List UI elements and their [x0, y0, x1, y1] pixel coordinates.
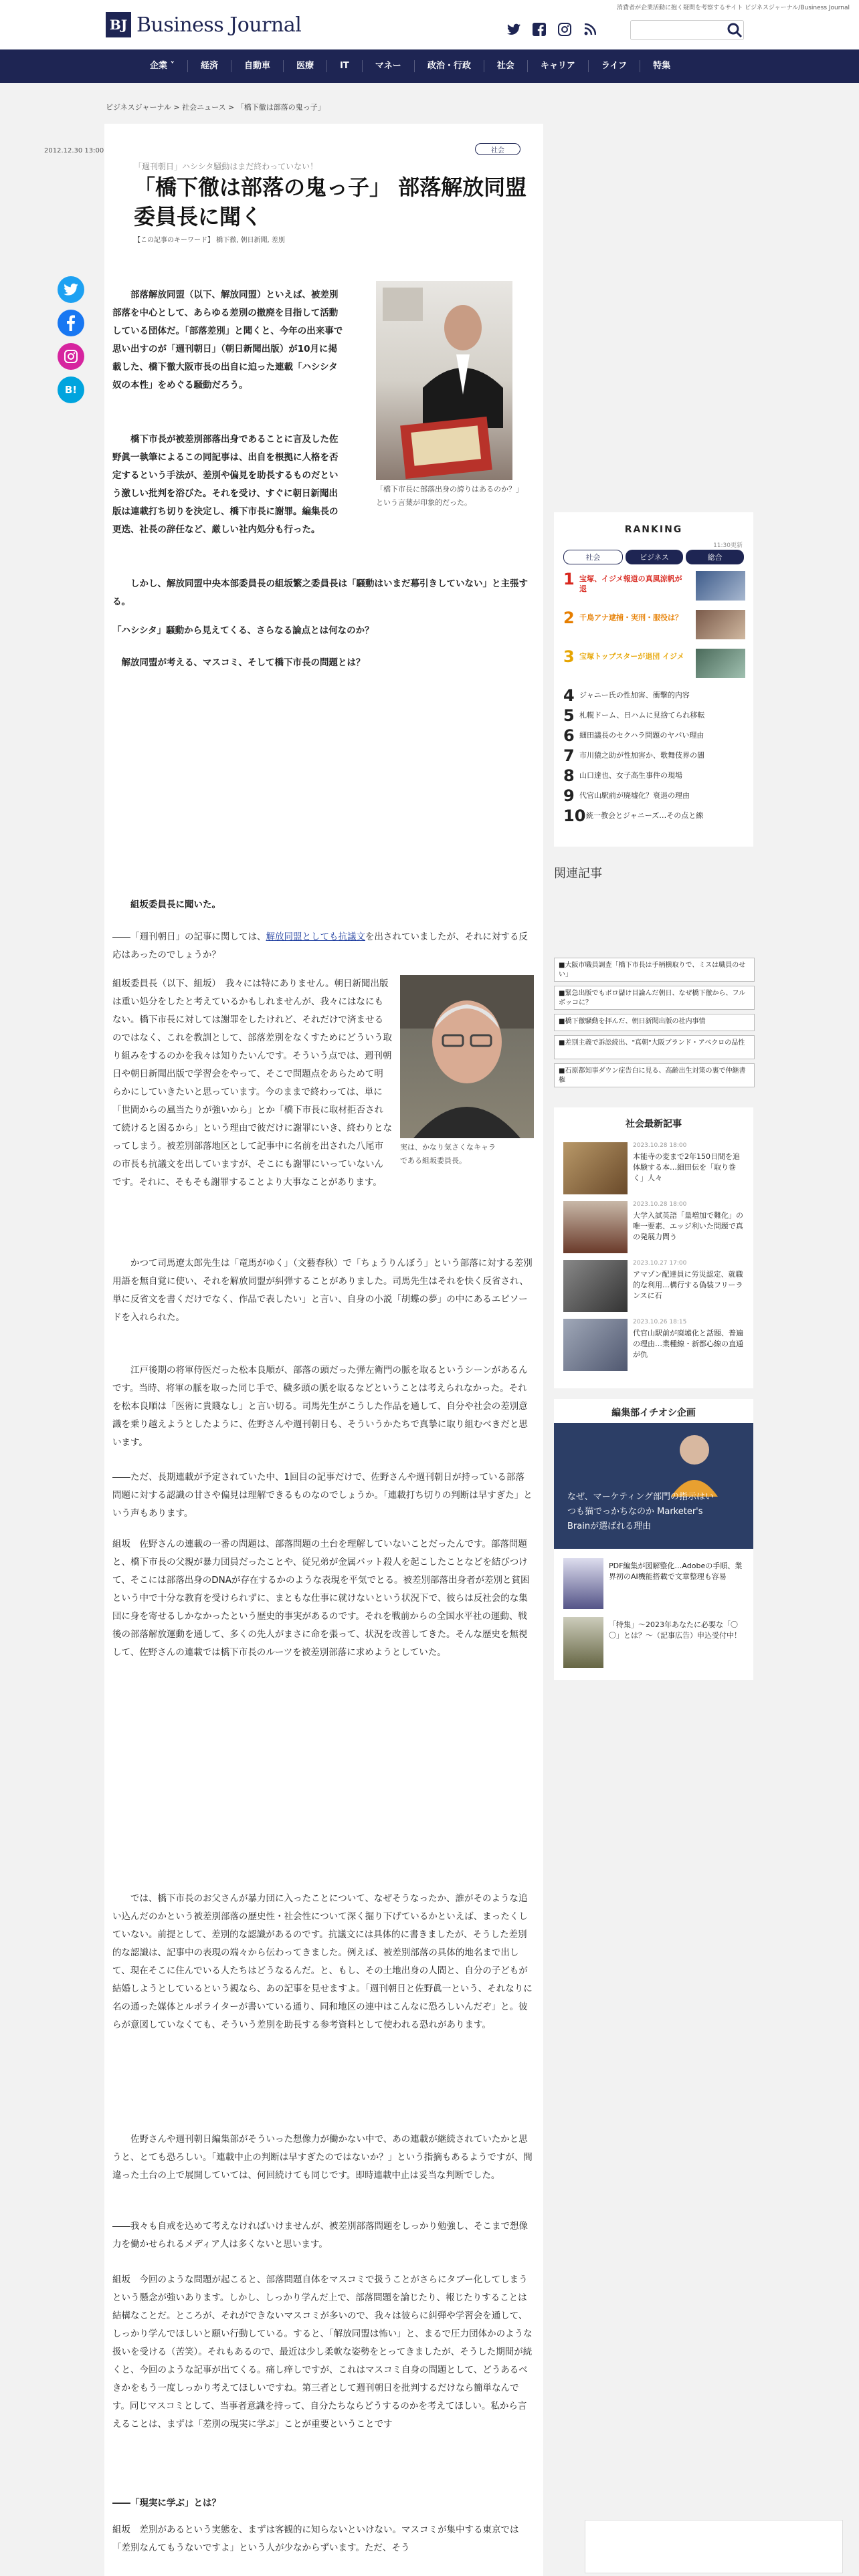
ad-slot-2 [134, 1705, 522, 1879]
question-1-pre: ――「週刊朝日」の記事に関しては、 [112, 932, 266, 942]
answer-2: かつて司馬遼太郎先生は「竜馬がゆく」（文藝春秋）で「ちょうりんぼう」という部落に対する差別用語を無自覚に使い、それを解放同盟が糾弾することがありました。司馬先生はそれを快く反省され、単に反省文を書くだけでなく、作品で表したい」と言い、自身の小説「胡蝶の夢」の中にあるエピソードを入れられた。 [112, 1258, 533, 1323]
paragraph-4: 「ハシシタ」騒動から見えてくる、さらなる論点とは何なのか？ [112, 625, 374, 636]
rank-number: 3 [563, 647, 575, 666]
article-date: 2012.12.30 13:00 [44, 147, 104, 154]
rank-thumbnail [696, 610, 745, 639]
tab-business[interactable]: ビジネス [626, 550, 684, 564]
latest-article-title: 本能寺の変まで2年150日間を追体験する本…細田伝を「取り巻く」人々 [633, 1152, 740, 1182]
nav-item-it[interactable]: IT [326, 60, 362, 72]
ranking-tabs [562, 550, 745, 564]
rank-title: 細田議長のセクハラ問題のヤバい理由 [579, 731, 704, 740]
editors-pick-title: 編集部イチオシ企画 [611, 1408, 696, 1418]
latest-article-date: 2023.10.27 17:00 [633, 1260, 687, 1267]
ranking-item-1[interactable] [563, 571, 745, 594]
photo-1-caption [376, 483, 537, 510]
interview-photo-1 [376, 281, 512, 480]
facebook-icon[interactable] [58, 310, 84, 336]
latest-article-thumbnail [563, 1260, 628, 1312]
editors-pick-item[interactable] [563, 1558, 745, 1614]
rank-number: 5 [563, 706, 575, 725]
ad-slot-1 [134, 689, 522, 883]
instagram-icon[interactable] [557, 21, 573, 37]
rank-title: 市川猿之助が性加害か、歌舞伎界の闇 [579, 751, 704, 760]
latest-article-title: 大学入試英語「量増加で難化」の唯一要素、エッジ利いた問題で真の発展力問う [633, 1211, 743, 1241]
ranking-item-7[interactable] [563, 748, 745, 764]
related-articles-title: 関連記事 [554, 867, 602, 881]
twitter-icon[interactable] [506, 21, 522, 37]
header-social-links [506, 21, 598, 37]
search-icon[interactable] [727, 22, 743, 38]
tab-overall[interactable]: 総合 [686, 550, 744, 564]
paragraph-2: 橋下市長が被差別部落出身であることに言及した佐野眞一執筆によるこの同記事は、出自を根拠に人格を否定するという手法が、差別や偏見を助長するものだという激しい批判を浴びた。それを受け、すぐに朝日新聞出版は連載打ち切りを決定し、橋下市長に謝罪。編集長の更迭、社長の辞任など、厳しい社内処分も行った。 [112, 434, 339, 535]
latest-article-date: 2023.10.26 18:15 [633, 1319, 687, 1325]
paragraph-5: 解放同盟が考える、マスコミ、そして橋下市長の問題とは？ [121, 657, 365, 668]
latest-article-title: 代官山駅前が廃墟化と話題、普遍の理由…業種線・新都心線の直通が仇 [633, 1329, 743, 1359]
answer-1: 組坂委員長（以下、組坂） 我々には特にありません。朝日新聞出版は重い処分をしたと考えているかもしれませんが、我々にはなにもない。橋下市長に対しては謝罪をしたけれど、それだけで済ませるのではなく、これを教訓として、部落差別をなくすためにどういう取り組みをするのかを我々は知りたいんです。そういう点では、週刊朝日や朝日新聞出版で学習会をやって、そこで問題点をあらためて明らかにしていきたいと思っています。今のままで終わっては、単に「世間からの風当たりが強いから」とか「橋下市長に取材拒否されて続けると困るから」という理由で彼だけに謝罪にいき、終わりとなってしまう。被差別部落地区として記事中に名前を出された八尾市の市長も抗議文を出していますが、そこにも謝罪にいっていないんです。それに、そもそも謝罪することより大事なことがあります。 [112, 978, 392, 1188]
nav-item-economy[interactable]: 経済 [187, 60, 231, 72]
pick-title: 「特集」〜2023年あなたに必要な「〇〇」とは？〜（記事広告）申込受付中！ [609, 1620, 741, 1640]
question-3: ――我々も自戒を込めて考えなければいけませんが、被差別部落問題をしっかり勉強し、そこまで想像力を働かせられるメディア人は多くないと思います。 [112, 2221, 528, 2250]
related-article-link[interactable]: ■大阪市職員調査「橋下市長は手柄横取りで、ミスは職員のせい」 [554, 958, 755, 982]
question-2: ――ただ、長期連載が予定されていた中、1回目の記事だけで、佐野さんや週刊朝日が持っている部落問題に対する認識の甘さや偏見は理解できるものなのでしょうか。「連載打ち切りの判断は早すぎた」という声もあります。 [112, 1472, 533, 1519]
floating-share-bar [58, 276, 84, 403]
ranking-item-4[interactable] [563, 687, 745, 704]
nav-item-business[interactable]: 企業 ˅ [150, 61, 175, 71]
ranking-item-8[interactable] [563, 768, 745, 784]
editors-pick-widget [554, 1399, 753, 1680]
answer-7: 組坂 今回のような問題が起こると、部落問題自体をマスコミで扱うことがさらにタブー化してしまうという懸念が強いあります。しかし、しっかり学んだ上で、部落問題を論じたり、報じたりすることは結構なことだ。ところが、それができないマスコミが多いので、我々は彼らに糾弾や学習会を通して、しっかり学んでほしいと願い行動している。すると、「解放同盟は怖い」と、まるで圧力団体かのような扱いを受ける（苦笑）。それもあるので、最近は少し柔軟な姿勢をとってきましたが、そうした期間が続くと、今回のような記事が出てくる。痛し痒しですが、これはマスコミ自身の問題として、どうあるべきかをもう一度しっかり考えてほしいですね。第三者として週刊朝日を批判するだけなら簡単なんです。同じマスコミとして、当事者意識を持って、自分たちならどうするのかを考えてほしい。私から言えることは、まずは「差別の現実に学ぶ」ことが重要ということです [112, 2274, 533, 2430]
nav-item-auto[interactable]: 自動車 [231, 60, 283, 72]
hatena-bookmark-icon[interactable]: B! [58, 377, 84, 403]
rank-title: 宝塚、イジメ報道の真風涼帆が退 [579, 574, 682, 593]
banner-text: なぜ、マーケティング部門の指示はいつも猫でっかちなのか Marketer's Brainが選ばれる理由 [567, 1492, 714, 1531]
tagline: 消費者が企業活動に抱く疑問を考察するサイト ビジネスジャーナル/Business Journal [616, 5, 850, 11]
rank-title: 札幌ドーム、日ハムに見捨てられ移転 [579, 711, 705, 720]
ranking-widget [554, 512, 753, 847]
answer-6: 佐野さんや週刊朝日編集部がそういった想像力が働かない中で、あの連載が継続されていたかと思うと、とても恐ろしい。「連載中止の判断は早すぎたのではないか？」という指摘もあるようですが、間違った土台の上で展開していては、何回続けても同じです。即時連載中止は妥当な判断でした。 [112, 2134, 533, 2181]
ranking-title: RANKING [624, 524, 683, 535]
latest-article-date: 2023.10.28 18:00 [633, 1201, 687, 1208]
nav-item-feature[interactable]: 特集 [640, 60, 683, 72]
interview-photo-2 [400, 975, 534, 1138]
question-1 [112, 928, 533, 964]
answer-5: では、橋下市長のお父さんが暴力団に入ったことについて、なぜそうなったか、誰がそのような追い込んだのかという被差別部落の歴史性・社会性について深く掘り下げているかといえば、まったくしていない。前提として、差別的な認識があるのです。抗議文には具体的に書きましたが、そうした差別的な認識は、記事中の表現の端々から伝わってきました。例えば、被差別部落の具体的地名まで出して、現在そこに住んでいる人たちはどうなるんだ。と、もし、その土地出身の人間と、自分の子どもが結婚しようとしているという親なら、あの記事を見せますよ。「週刊朝日と佐野眞一という、それなりに名の通った媒体とルポライターが書いている通り、同和地区の連中はこんなに恐ろしいんだぞ」と。彼らが意図していなくても、そういう差別を助長する参考資料として使われる恐れがあります。 [112, 1893, 533, 2030]
pick-thumbnail [563, 1617, 603, 1668]
related-article-link[interactable]: ■橋下徹騒動を拝んだ、朝日新聞出版の社内事情 [554, 1014, 755, 1031]
latest-article-item[interactable] [563, 1260, 745, 1313]
ranking-item-3[interactable] [563, 649, 745, 665]
pick-thumbnail [563, 1558, 603, 1609]
article-kicker: 「週刊朝日」ハシシタ騒動はまだ終わっていない！ [134, 162, 318, 171]
twitter-icon[interactable] [58, 276, 84, 303]
photo-1-caption-line-1: 「橋下市長に部落出身の誇りはあるのか？」 [376, 485, 523, 494]
rank-number: 7 [563, 746, 575, 765]
paragraph-intro: 部落解放同盟（以下、解放同盟）といえば、被差別部落を中心として、あらゆる差別の撤廃を目指して活動している団体だ。「部落差別」と聞くと、今年の出来事で思い出すのが「週刊朝日」（朝日新聞出版）が10月に掲載した、橋下徹大阪市長の出自に迫った連載「ハシシタ 奴の本性」をめぐる騒動だろう。 [112, 290, 343, 391]
rank-thumbnail [696, 649, 745, 678]
question-4: ――「現実に学ぶ」とは？ [112, 2498, 221, 2508]
latest-article-date: 2023.10.28 18:00 [633, 1142, 687, 1149]
logo-text: Business Journal [136, 13, 302, 37]
rank-number: 2 [563, 609, 575, 627]
category-badge[interactable]: 社会 [475, 143, 520, 155]
bottom-floating-ad[interactable] [585, 2520, 843, 2573]
editors-pick-item[interactable] [563, 1617, 745, 1673]
site-logo[interactable] [106, 12, 301, 37]
breadcrumb[interactable]: ビジネスジャーナル > 社会ニュース > 「橋下徹は部落の鬼っ子」 [106, 103, 325, 112]
photo-2-caption [400, 1141, 541, 1168]
latest-article-item[interactable] [563, 1201, 745, 1255]
related-article-link[interactable]: ■石原都知事ダウン症告白に見る、高齢出生対策の裏で仲継書権 [554, 1063, 755, 1087]
logo-mark: BJ [106, 12, 131, 37]
rank-title: ジャニー氏の性加害、衝撃的内容 [579, 691, 690, 700]
society-latest-title: 社会最新記事 [626, 1119, 682, 1130]
photo-2-caption-line-2: である組坂委員長。 [400, 1156, 466, 1165]
rank-number: 1 [563, 570, 575, 588]
ranking-item-6[interactable] [563, 728, 745, 744]
related-article-link[interactable]: ■緊急出版でもボロ儲け目論んだ朝日、なぜ橋下徹から、フルボッコに？ [554, 986, 755, 1010]
rss-icon[interactable] [582, 21, 598, 37]
pick-title: PDF編集が図解整化…Adobeの手順、業界初のAI機能搭載で文章整理も容易 [609, 1562, 743, 1581]
latest-article-item[interactable] [563, 1319, 745, 1372]
latest-article-thumbnail [563, 1201, 628, 1253]
nav-item-society[interactable]: 社会 [484, 60, 527, 72]
site-header [0, 0, 859, 49]
nav-item-life[interactable]: ライフ [588, 60, 640, 72]
rank-number: 9 [563, 786, 575, 805]
paragraph-intro-interview: 組坂委員長に聞いた。 [130, 899, 221, 910]
ranking-item-5[interactable] [563, 708, 745, 724]
nav-item-career[interactable]: キャリア [527, 60, 588, 72]
rank-title: 統一教会とジャニーズ…その点と線 [586, 811, 704, 820]
global-nav [0, 49, 859, 83]
latest-article-thumbnail [563, 1319, 628, 1371]
nav-item-money[interactable]: マネー [362, 60, 414, 72]
editors-pick-banner[interactable] [554, 1423, 753, 1549]
nav-item-medical[interactable]: 医療 [283, 60, 326, 72]
rank-title: 千鳥アナ逮捕・実刑・服役は？ [579, 613, 682, 622]
rank-thumbnail [696, 571, 745, 601]
rank-number: 4 [563, 686, 575, 705]
ranking-item-2[interactable] [563, 610, 745, 626]
rank-title: 宝塚トップスターが退団 イジメ [579, 652, 684, 661]
rank-number: 8 [563, 766, 575, 785]
paragraph-3: しかし、解放同盟中央本部委員長の組坂繁之委員長は「騒動はいまだ幕引きしていない」と主張する。 [112, 578, 528, 607]
nav-item-politics[interactable]: 政治・行政 [414, 60, 484, 72]
answer-8: 組坂 差別があるという実態を、まずは客観的に知らないといけない。マスコミが集中する東京では「差別なんてもうないですよ」という人が少なからずいます。ただ、そう [112, 2525, 519, 2553]
society-latest-widget [554, 1107, 753, 1388]
answer-3: 江戸後期の将軍侍医だった松本良順が、部落の頭だった弾左衛門の脈を取るというシーンがあるんです。当時、将軍の脈を取った同じ手で、穢多頭の脈を取るなどということは考えられなかった。それを松本良順は「医術に貴賤なし」と言い切る。司馬先生がこうした作品を通して、自分や社会の差別意識を乗り越えようとしたように、佐野さんや週刊朝日も、そういうかたちで真摯に取り組むべきだと思います。 [112, 1365, 528, 1448]
latest-article-item[interactable] [563, 1142, 745, 1196]
photo-1-caption-line-2: という言葉が印象的だった。 [376, 498, 472, 507]
photo-2-caption-line-1: 実は、かなり気さくなキャラ [400, 1143, 496, 1152]
related-article-link[interactable]: ■差別主義で訴訟続出、"真朝"大阪ブランド・アベクロの品性 [554, 1035, 755, 1059]
instagram-icon[interactable] [58, 343, 84, 370]
facebook-icon[interactable] [531, 21, 547, 37]
latest-article-title: アマゾン配達員に労災認定、就職的な利用…構行する偽装フリーランスに石 [633, 1270, 743, 1300]
rank-number: 6 [563, 726, 575, 745]
ranking-item-10[interactable] [563, 808, 745, 824]
latest-article-thumbnail [563, 1142, 628, 1194]
ranking-update-time: 11:30更新 [713, 542, 743, 549]
protest-letter-link[interactable]: 解放同盟としても抗議文 [266, 932, 365, 942]
tab-society[interactable]: 社会 [563, 550, 623, 564]
ranking-item-9[interactable] [563, 788, 745, 804]
article-keywords[interactable]: 【この記事のキーワード】 橋下徹, 朝日新聞, 差別 [134, 237, 285, 244]
rank-title: 山口達也、女子高生事件の現場 [579, 771, 682, 780]
rank-number: 10 [563, 807, 586, 825]
article-headline: 「橋下徹は部落の鬼っ子」 部落解放同盟委員長に聞く [134, 175, 527, 229]
question-1-post: を出されていましたが、それに対する反応はあったのでしょうか？ [112, 932, 528, 960]
answer-4: 組坂 佐野さんの連載の一番の問題は、部落問題の土台を理解していないことだったんです。部落問題と、橋下市長の父親が暴力団員だったことや、従兄弟が金属バット殺人を起こしたことなどを結びつけて、そこには部落出身のDNAが存在するかのような表現を平気でとる。被差別部落出身者が差別と貧困という中で十分な教育を受けられずに、まともな仕事に就けないという状況下で、彼らは反社会的な集団に身を寄せるしかなかったという歴史的事実があるのです。それを戦前からの全国水平社の運動、戦後の部落解放運動を通して、多くの先人がまさに命を張って、状況を改善してきた。そんな歴史を無視して、佐野さんの連載では橋下市長のルーツを被差別部落に求めようとしていた。 [112, 1539, 530, 1658]
rank-title: 代官山駅前が廃墟化？衰退の理由 [579, 791, 690, 800]
